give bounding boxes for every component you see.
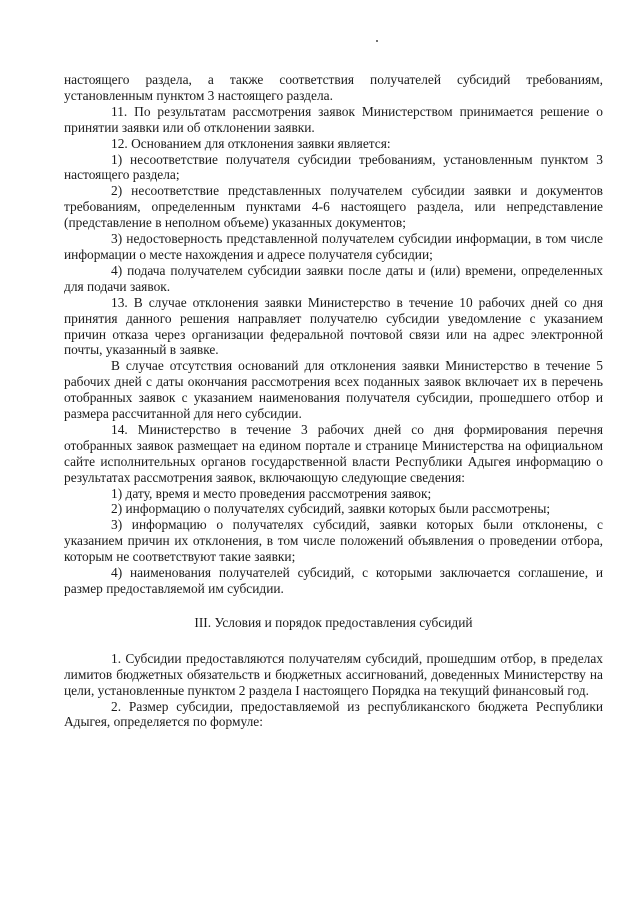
paragraph-12-item-4: 4) подача получателем субсидии заявки после даты и (или) времени, определенных для подачи заявок. [64,262,603,294]
paragraph-14-item-1: 1) дату, время и место проведения рассмотрения заявок; [111,485,432,501]
paragraph-14-item-2: 2) информацию о получателях субсидий, заявки которых были рассмотрены; [111,501,551,517]
paragraph-continuation: настоящего раздела, а также соответствия получателей субсидий требованиям, установленным пунктом 3 настоящего раздела. [64,72,603,103]
paragraph-14-item-3: 3) информацию о получателях субсидий, заявки которых были отклонены, с указанием причин их отклонения, в том числе положений объявления о проведении отбора, которым не соответствуют такие заявки; [64,517,603,565]
document-body [64,72,603,730]
paragraph-12-item-3: 3) недостоверность представленной получателем субсидии информации, в том числе информации о месте нахождения и адресе получателя субсидии; [64,231,603,262]
paragraph-14: 14. Министерство в течение 3 рабочих дней со дня формирования перечня отобранных заявок размещает на едином портале и странице Министерства на официальном сайте исполнительных органов государственной власти Республики Адыгея информацию о результатах рассмотрения заявок, включающую следующие сведения: [64,421,603,485]
paragraph-12-item-1: 1) несоответствие получателя субсидии требованиям, установленным пунктом 3 настоящего раздела; [64,151,603,183]
paragraph-13-continued: В случае отсутствия оснований для отклонения заявки Министерство в течение 5 рабочих дней с даты окончания рассмотрения всех поданных заявок включает их в перечень отобранных заявок с указанием наименования получателя субсидии, прошедшего отбор и размера рассчитанной для него субсидии. [64,358,603,422]
paragraph-14-item-4: 4) наименования получателей субсидий, с которыми заключается соглашение, и размер предоставляемой им субсидии. [64,565,603,596]
section-3-paragraph-1: 1. Субсидии предоставляются получателям субсидий, прошедшим отбор, в пределах лимитов бюджетных обязательств и бюджетных ассигнований, доведенных Министерству на цели, установленные пунктом 2 раздела I настоящего Порядка на текущий финансовый год. [64,650,603,698]
section-heading: III. Условия и порядок предоставления субсидий [194,614,473,630]
paragraph-13: 13. В случае отклонения заявки Министерство в течение 10 рабочих дней со дня принятия данного решения направляет получателю субсидии уведомление с указанием причин отказа через организации федеральной почтовой связи или на адрес электронной почты, указанный в заявке. [64,294,603,358]
paragraph-11: 11. По результатам рассмотрения заявок Министерством принимается решение о принятии заявки или об отклонении заявки. [64,103,603,135]
scan-speck [376,40,378,42]
paragraph-12-item-2: 2) несоответствие представленных получателем субсидии заявки и документов требованиям, определенным пунктами 4-6 настоящего раздела, или непредставление (представление в неполном объеме) указанных документов; [64,183,603,231]
section-3-paragraph-2: 2. Размер субсидии, предоставляемой из республиканского бюджета Республики Адыгея, определяется по формуле: [64,698,603,730]
paragraph-12: 12. Основанием для отклонения заявки является: [111,135,391,151]
